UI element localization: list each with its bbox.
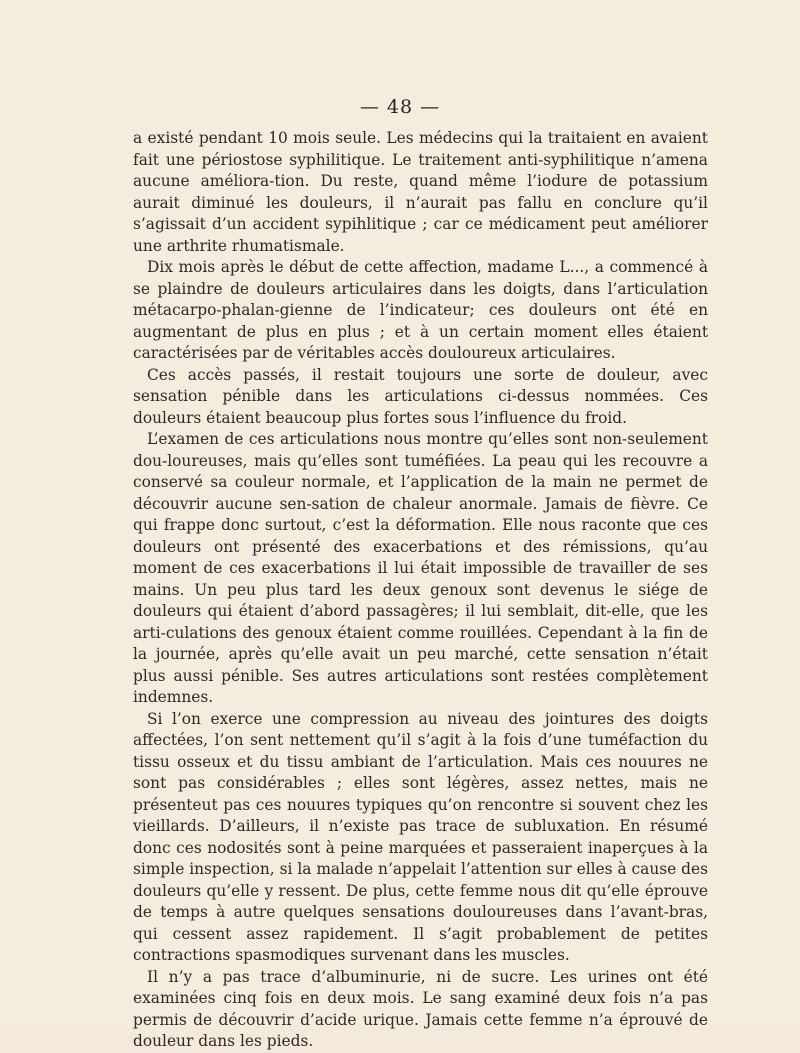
paragraph: Il n’y a pas trace d’albuminurie, ni de sucre. Les urines ont été examinées cinq fois en deux mois. Le sang examiné deux fois n’a pas permis de découvrir d’acide urique. Jamais cette femme n’a éprouvé de douleur dans les pieds. bbox=[133, 967, 708, 1050]
paragraph: Si l’on exerce une compression au niveau des jointures des doigts affectées, l’on sent nettement qu’il s’agit à la fois d’une tuméfaction du tissu osseux et du tissu ambiant de l’articulation. Mais ces nouures ne sont pas considérables ; elles sont légères, assez nettes, mais ne présenteut pas ces nouures typiques qu’on rencontre si souvent chez les vieillards. D’ailleurs, il n’existe pas trace de subluxation. En résumé donc ces nodosités sont à peine marquées et passeraient inaperçues à la simple inspection, si la malade n’appelait l’attention sur elles à cause des douleurs qu’elle y ressent. De plus, cette femme nous dit qu’elle éprouve de temps à autre quelques sensations douloureuses dans l’avant-bras, qui cessent assez rapidement. Il s’agit probablement de petites contractions spasmodiques survenant dans les muscles. bbox=[133, 709, 708, 964]
paragraph: L’examen de ces articulations nous montre qu’elles sont non-seulement dou-loureuses, mais qu’elles sont tuméfiées. La peau qui les recouvre a conservé sa couleur normale, et l’application de la main ne permet de découvrir aucune sen-sation de chaleur anormale. Jamais de fièvre. Ce qui frappe donc surtout, c’est la déformation. Elle nous raconte que ces douleurs ont présenté des exacerbations et des rémissions, qu’au moment de ces exacerbations il lui était impossible de travailler de ses mains. Un peu plus tard les deux genoux sont devenus le siége de douleurs qui étaient d’abord passagères; il lui semblait, dit-elle, que les arti-culations des genoux étaient comme rouillées. Cependant à la fin de la journée, après qu’elle avait un peu marché, cette sensation n’était plus aussi pénible. Ses autres articulations sont restées complètement indemnes. bbox=[133, 430, 708, 706]
paragraph: a existé pendant 10 mois seule. Les médecins qui la traitaient en avaient fait une périostose syphilitique. Le traitement anti-syphilitique n’amena aucune améliora-tion. Du reste, quand même l’iodure de potassium aurait diminué les douleurs, il n’aurait pas fallu en conclure qu’il s’agissait d’un accident sypihlitique ; car ce médicament peut améliorer une arthrite rhumatismale. bbox=[133, 129, 708, 255]
body-text bbox=[133, 128, 708, 1053]
paragraph: Ces accès passés, il restait toujours une sorte de douleur, avec sensation pénible dans les articulations ci-dessus nommées. Ces douleurs étaient beaucoup plus fortes sous l’influence du froid. bbox=[133, 365, 708, 427]
paragraph: Dix mois après le début de cette affection, madame L..., a commencé à se plaindre de douleurs articulaires dans les doigts, dans l’articulation métacarpo-phalan-gienne de l’indicateur; ces douleurs ont été en augmentant de plus en plus ; et à un certain moment elles étaient caractérisées par de véritables accès douloureux articulaires. bbox=[133, 258, 708, 362]
page-number: — 48 — bbox=[359, 96, 441, 118]
